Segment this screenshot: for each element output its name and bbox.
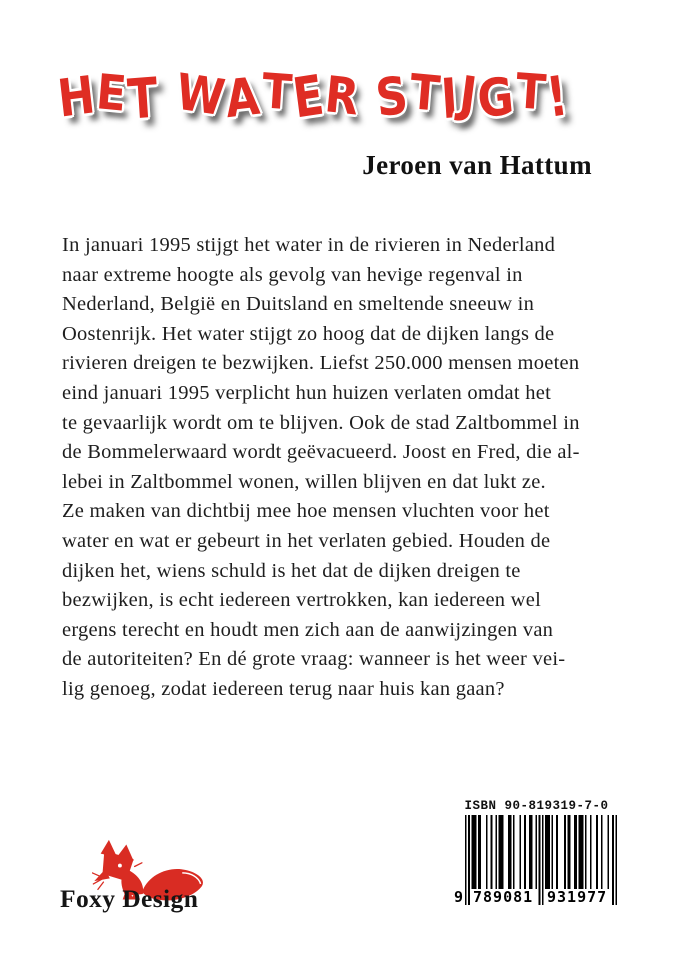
blurb-line: Oostenrijk. Het water stijgt zo hoog dat de dijken langs de <box>62 322 555 345</box>
title-letter: R <box>322 65 362 128</box>
blurb-line: de Bommelerwaard wordt geëvacueerd. Joost en Fred, die al- <box>62 441 580 464</box>
title-letter: T <box>126 66 161 133</box>
isbn-label: ISBN 90-819319-7-0 <box>464 799 609 813</box>
blurb-line: bezwijken, is echt iedereen vertrokken, kan iedereen wel <box>62 589 542 612</box>
title-letter: T <box>513 63 548 122</box>
blurb-line: In januari 1995 stijgt het water in de rivieren in Nederland <box>62 234 556 256</box>
ean-first-digit: 9 <box>454 888 465 906</box>
blurb-line: ergens terecht en houdt men zich aan de aanwijzingen van <box>62 618 554 641</box>
blurb-line: Nederland, België en Duitsland en smeltende sneeuw in <box>62 293 535 316</box>
ean-left-digits: 789081 <box>473 888 534 906</box>
title-letter: E <box>94 63 129 124</box>
blurb-line: rivieren dreigen te bezwijken. Liefst 250.000 mensen moeten <box>62 352 580 375</box>
book-title <box>54 52 579 147</box>
blurb-line: Ze maken van dichtbij mee hoe mensen vluchten voor het <box>62 500 550 523</box>
barcode-wrap <box>454 815 617 907</box>
blurb-line: te gevaarlijk wordt om te blijven. Ook de stad Zaltbommel in <box>62 411 580 434</box>
publisher-name: Foxy Design <box>60 884 199 913</box>
blurb-line: naar extreme hoogte als gevolg van hevige regenval in <box>62 263 523 286</box>
blurb-line: eind januari 1995 verplicht hun huizen verlaten omdat het <box>62 381 552 404</box>
title-letter: ! <box>542 64 571 131</box>
title-letter: S <box>372 65 412 130</box>
blurb-line: de autoriteiten? En dé grote vraag: wanneer is het weer vei- <box>62 648 566 671</box>
title-letter: E <box>289 63 328 132</box>
title-letter: G <box>474 66 517 131</box>
ean-right-digits: 931977 <box>547 888 608 906</box>
blurb-line: lig genoeg, zodat iedereen terug naar huis kan gaan? <box>62 677 505 700</box>
title-letter: A <box>223 66 263 131</box>
blurb-line: water en wat er gebeurt in het verlaten gebied. Houden de <box>62 529 551 552</box>
blurb-line: dijken het, wiens schuld is het dat de dijken dreigen te <box>62 559 521 582</box>
title-letter: I <box>439 66 460 133</box>
title-letter: T <box>259 63 294 122</box>
blurb <box>62 231 622 705</box>
title-letter: H <box>54 65 98 130</box>
isbn-block <box>455 799 618 907</box>
author-name: Jeroen van Hattum <box>362 150 592 180</box>
title-letter: W <box>172 63 228 128</box>
title-letter: J <box>455 65 480 126</box>
blurb-line: lebei in Zaltbommel wonen, willen blijven en dat lukt ze. <box>62 470 546 493</box>
title-letter: T <box>407 63 442 124</box>
